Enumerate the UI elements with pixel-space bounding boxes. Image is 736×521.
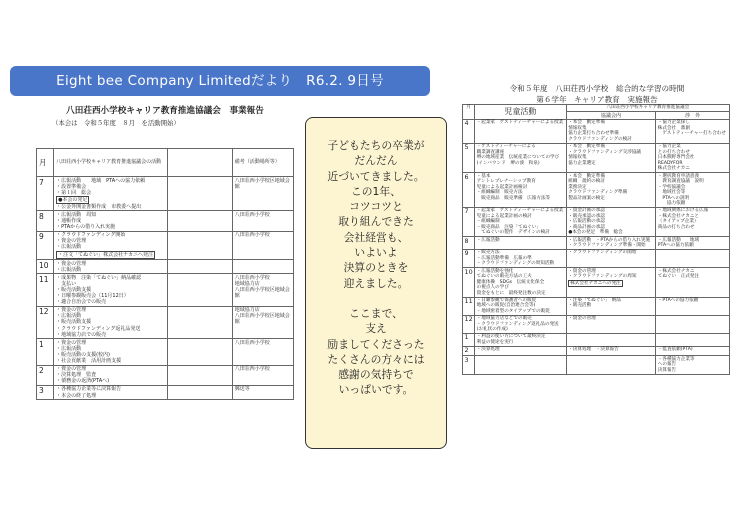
row-child-activity: ・販売方法 ・広報活動準備 広報の準 ・クラウドファンディングの周知活動 (475, 249, 567, 267)
row-activity (54, 231, 167, 259)
row-child-activity: ・基本 アントレプレナーシップ教育 児童による起業計画検討 ・組織編制 販売方法 販売商品 販売準備 広報方法等 (475, 173, 567, 208)
row-place (167, 177, 232, 211)
row-place (167, 274, 232, 306)
row-council-inside: ・資金計画の承認 ・販売承認の承認 ・広報活動の承認 ・商品計画の承認 ●本会の発足 準備 総会 (566, 207, 656, 236)
row-council-outside: ・PTAへの協力依頼 (656, 297, 730, 315)
row-activity-text: ・成果物 注染「てぬぐい」納品確認 支払い ・販売活動支援 ・日曜参観販売会（11月12日） ・適合自治会での販売 (56, 274, 142, 306)
right-table-row (463, 334, 730, 347)
right-header-child: 児童活動 (475, 105, 567, 120)
message-line: 励ましてくださった (327, 337, 425, 351)
row-activity-text: ・資金の管理 ・広報活動 (56, 260, 87, 273)
row-month: 2 (37, 365, 54, 385)
left-activity-table (36, 148, 294, 400)
row-child-activity: ・起業家 ゲストティーチャーによる授業 (475, 120, 567, 144)
row-council-outside: ・協力企業 との打ち合わせ 日本熊野専門会社 READYFOR 株式会社ナカニ (656, 143, 730, 172)
left-header-month: 月 (37, 149, 54, 177)
row-child-activity: ・広報活動 (475, 237, 567, 250)
right-table-row (463, 143, 730, 172)
right-header-inside: 協議会内 (566, 112, 656, 120)
right-table-row (463, 249, 730, 267)
row-note: 八田荘西小学校 (232, 339, 293, 365)
message-line: 近づいてきました。 (327, 169, 425, 183)
row-month: 7 (463, 207, 475, 236)
left-table-row (37, 385, 294, 399)
right-table-row (463, 173, 730, 208)
row-month: 6 (463, 173, 475, 208)
right-report-subtitle: 第６学年 キャリア教育 実施報告 (536, 95, 658, 104)
right-table-row (463, 315, 730, 333)
row-activity (54, 177, 167, 211)
row-council-inside: ・決算処理 ・決算報告 (566, 346, 656, 355)
row-activity-text: ・資金の管理 ・決算処理 監査 ・債務金の返済(PTAへ) (56, 366, 110, 385)
row-month: 11 (463, 297, 475, 315)
row-council-outside: ・株式会社ナカニ てぬぐい 正式発注 (656, 268, 730, 297)
row-activity (54, 306, 167, 338)
row-council-inside: ・資金の管理 ・クラウドファンディングの周知 株式会社ナカニへの発注 (566, 268, 656, 297)
row-month: 7 (37, 177, 54, 211)
row-activity-text: ・広報活動 地域 PTAへの協力依頼 ・設置準備会 ・第１回 総会 (56, 177, 146, 196)
row-council-inside: ・本会 勤定準備 情報収集 協力企業打ち合わせ準備 クラウドファンディングの検討 (566, 120, 656, 144)
row-note: 八田荘西小学校 (232, 211, 293, 231)
left-table-row (37, 339, 294, 365)
right-header-outside: 渉 外 (656, 112, 730, 120)
row-child-activity: ・広報活動を強化 てぬぐいの販売方法の工夫 健康体操 SDGs 伝統文化保全 の視点人の学び 資金をもとに 最終発注数の決定 (475, 268, 567, 297)
row-month: 9 (463, 249, 475, 267)
row-month: 10 (463, 268, 475, 297)
left-table-row (37, 260, 294, 274)
row-council-inside (566, 356, 656, 374)
message-line: たくさんの方々には (327, 352, 425, 366)
row-council-outside: ・広報活動 地域 PTAへの協力依頼 (656, 237, 730, 250)
message-line: 感謝の気持ちで (338, 368, 414, 382)
row-place (167, 365, 232, 385)
row-council-outside (656, 315, 730, 333)
right-table-row (463, 346, 730, 355)
row-place (167, 231, 232, 259)
row-child-activity: ・日曜参観で保護者への販促 地域への販促(自治連合会等) ・地域密着型のタイアップでの販促 (475, 297, 567, 315)
row-council-outside (656, 334, 730, 347)
row-council-inside: ・資金の管理 (566, 315, 656, 333)
row-council-inside: ・注染「てぬぐい」 納品 ・販売活動 (566, 297, 656, 315)
right-table-header-top (463, 105, 730, 112)
row-month: 12 (37, 306, 54, 338)
row-child-activity: ・決算処理 (475, 346, 567, 355)
row-note: 八田荘西小学校区地域会館 (232, 177, 293, 211)
left-header-activity: 八田荘西小学校キャリア教育推進協議会の活動 (54, 149, 167, 177)
message-note (305, 117, 447, 449)
row-council-inside: ・本会 勤定準備 組織 規約の検討 業務決定 クラウドファンディング準備 製品計画案の検定 (566, 173, 656, 208)
row-place (167, 385, 232, 399)
row-activity-text: ・資金の管理 ・広報活動 ・販売活動の支援(校内) ・社会貢献業 活用計画支援 (56, 339, 122, 365)
right-table-row (463, 207, 730, 236)
row-council-outside: ・選択教育申請意義 教育調査協議 説明 ・学校協議会 地域社会等 PTAへの説明 協力依頼 (656, 173, 730, 208)
right-activity-table (462, 104, 730, 375)
row-council-outside: ・監査依頼(PTA) (656, 346, 730, 355)
message-line: 会社経営も、 (343, 230, 409, 244)
left-report-title: 八田荘西小学校キャリア教育推進協議会 事業報告 (66, 106, 264, 116)
row-month: 5 (463, 143, 475, 172)
left-table-row (37, 177, 294, 211)
row-activity (54, 339, 167, 365)
message-line: 子どもたちの卒業が (327, 139, 425, 152)
message-line: 迎えました。 (343, 276, 409, 290)
left-report-header (30, 104, 300, 127)
row-highlight: ・注文「てぬぐい」株式会社ナカニへ発注 (58, 251, 153, 258)
row-month: 10 (37, 260, 54, 274)
left-table-header-row (37, 149, 294, 177)
right-table-row (463, 120, 730, 144)
row-month: 4 (463, 120, 475, 144)
row-place (167, 306, 232, 338)
message-line: だんだん (354, 154, 398, 168)
right-table-row (463, 237, 730, 250)
right-table-row (463, 297, 730, 315)
message-line: いよいよ (354, 246, 398, 260)
row-highlight: ●本会の発足 (58, 196, 88, 203)
message-line: ここまで、 (349, 306, 403, 320)
row-activity-text: ・資金の管理 ・広報活動 ・販売活動支援 ・クラウドファンディング返礼品発送 ・地域協力店での販売 (56, 307, 141, 338)
message-line: この1年、 (350, 184, 402, 198)
row-activity (54, 260, 167, 274)
message-line: 決算のときを (343, 261, 409, 275)
row-council-inside: ・クラウドファンディングの開始 (566, 249, 656, 267)
left-table-row (37, 211, 294, 231)
message-line: 取り組んできた (338, 215, 414, 229)
row-month: 8 (463, 237, 475, 250)
row-activity (54, 385, 167, 399)
left-table-row (37, 306, 294, 338)
row-activity-text: ・各種協力企業等に決算報告 ・本会の終了処理 (56, 386, 122, 399)
message-line: 支え (365, 322, 387, 336)
row-activity-text: ・クラウドファンディング開始 ・資金の管理 ・広報活動 (56, 232, 126, 251)
row-child-activity: ・利益の使い方について最終決定 利益の使途を実行 (475, 334, 567, 347)
row-note: 八田荘西小学校 (232, 365, 293, 385)
row-child-activity: ・起業家 ゲストティーチャーによる授業 児童による起業計画の検討 ・組織編制 ・販売商品 注染「てぬぐい」 てぬぐいの製作 デザインの検討 (475, 207, 567, 236)
message-line: コツコツと (349, 200, 403, 214)
row-note: 地域協力店 八田荘西小学校区地域会館 (232, 306, 293, 338)
row-month: 3 (463, 356, 475, 374)
row-council-outside: ・地域関係における広報 ・株式会社ナカニと （タイアップ企業） 商品の打ち合わせ (656, 207, 730, 236)
row-month: 3 (37, 385, 54, 399)
row-month: 9 (37, 231, 54, 259)
right-header-month: 月 (463, 105, 475, 120)
row-month: 12 (463, 315, 475, 333)
row-activity (54, 365, 167, 385)
right-table-row (463, 356, 730, 374)
left-header-note: 備考（活動場所等） (232, 149, 293, 177)
row-activity-extra: ・公金外開金書類作成 市教委へ提出 (56, 203, 142, 210)
right-header-council: 八田荘西小学校キャリア教育推進協議会 (566, 105, 729, 112)
row-note: 八田荘西小学校 地域協力店 八田荘西小学校区地域会館 (232, 274, 293, 306)
row-note: 八田荘西小学校 (232, 231, 293, 259)
row-month: 1 (463, 334, 475, 347)
row-child-activity: ・地域協力店などでの販売 ・クラウドファンディング返礼品の発送(お礼状の作成) (475, 315, 567, 333)
row-note (232, 260, 293, 274)
row-activity (54, 274, 167, 306)
right-report-title: 令和５年度 八田荘西小学校 総合的な学習の時間 (509, 84, 685, 93)
row-child-activity (475, 356, 567, 374)
newsletter-banner: Eight bee Company Limitedだより R6.2. 9日号 (10, 66, 430, 96)
row-place (167, 211, 232, 231)
row-council-inside: ・本会 勤定準備 ・クラウドファンディング交渉協議 情報収集 協力企業選定 (566, 143, 656, 172)
left-report-subtitle: （本会は 令和５年度 ８月 を活動開始） (52, 119, 180, 127)
left-table-row (37, 365, 294, 385)
row-month: 2 (463, 346, 475, 355)
row-note: 郵送等 (232, 385, 293, 399)
row-activity (54, 211, 167, 231)
row-activity-text: ・広報活動 周知 ・通帳作成 ・PTAからの借り入れ実施 (56, 211, 116, 231)
row-council-inside (566, 334, 656, 347)
row-child-activity: ・ゲストティーチャーによる 職業調査講座 堺の地域産業 伝統産業についての学び (インバウンド 堺の湊 和泉) (475, 143, 567, 172)
left-table-row (37, 231, 294, 259)
row-month: 1 (37, 339, 54, 365)
left-table-row (37, 274, 294, 306)
row-council-outside (656, 249, 730, 267)
row-place (167, 260, 232, 274)
message-line: いっぱいです。 (338, 383, 414, 397)
row-highlight: 株式会社ナカニへの発注 (570, 280, 621, 286)
row-council-outside: ・協力企業探し 株式会社 鼎創 ゲストティーチャー打ち合わせ (656, 120, 730, 144)
row-place (167, 339, 232, 365)
row-month: 11 (37, 274, 54, 306)
left-header-place (167, 149, 232, 177)
row-council-outside: ・各種協力企業等 への報告 決算報告 (656, 356, 730, 374)
row-council-inside: ・広報活動 ・PTAからの借り入れ実施 ・クラウドファンディング準備・開始 (566, 237, 656, 250)
right-table-row (463, 268, 730, 297)
row-month: 8 (37, 211, 54, 231)
message-line (306, 291, 446, 306)
